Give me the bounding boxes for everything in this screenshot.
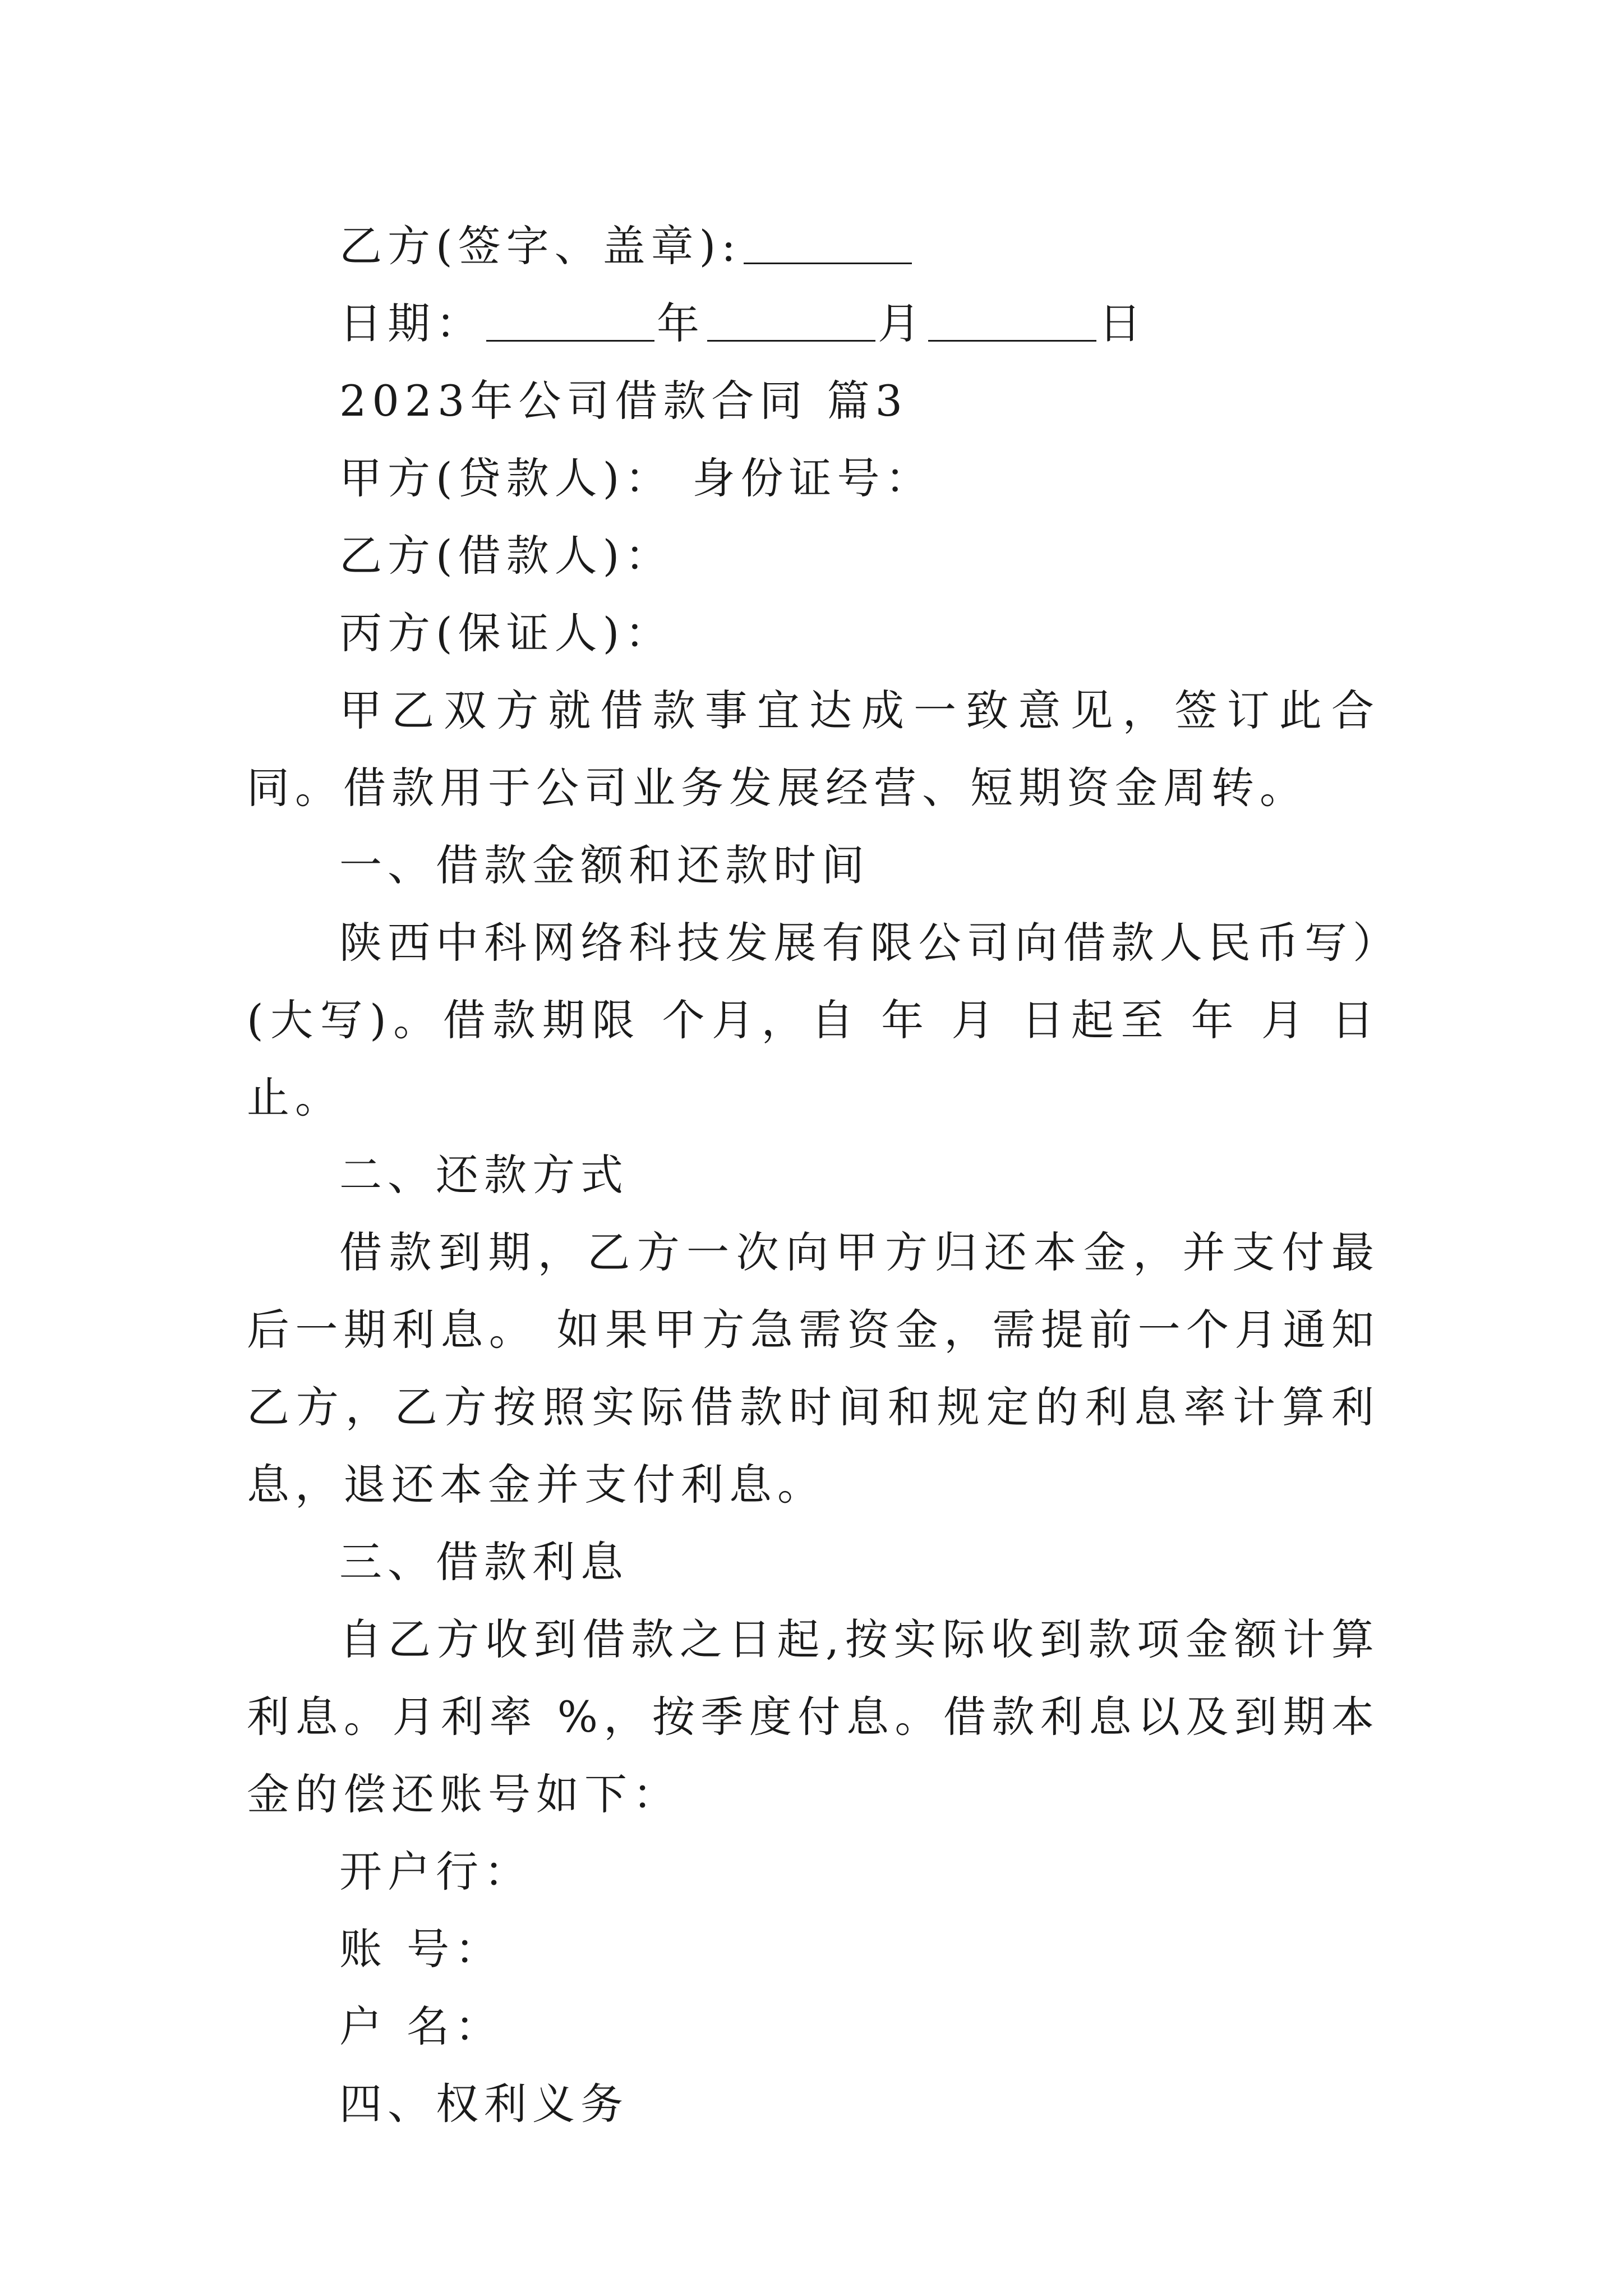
section-1-heading: 一、借款金额和还款时间	[339, 840, 870, 890]
account-name-label: 户 名：	[339, 2001, 504, 2051]
section-3-heading: 三、借款利息	[339, 1537, 629, 1587]
section-3-body: 自乙方收到借款之日起,按实际收到款项金额计算利息。月利率 %，按季度付息。借款利息以及到期本金的偿还账号如下：	[247, 1614, 1380, 1819]
contract-title: 2023年公司借款合同 篇3	[339, 376, 908, 426]
month-char: 月	[878, 298, 926, 348]
section-2-heading: 二、还款方式	[339, 1150, 629, 1200]
signature-blank	[744, 221, 912, 264]
contract-text	[247, 208, 1380, 2143]
section-4-heading: 四、权利义务	[339, 2079, 629, 2129]
day-blank	[928, 298, 1096, 342]
party-a-line: 甲方(贷款人)： 身份证号：	[339, 453, 934, 503]
year-blank	[486, 298, 654, 342]
year-char: 年	[657, 298, 705, 348]
date-label: 日期：	[339, 298, 484, 348]
date-line	[247, 285, 1380, 362]
party-b-line: 乙方(借款人)：	[339, 531, 674, 581]
intro-paragraph: 甲乙双方就借款事宜达成一致意见，签订此合同。借款用于公司业务发展经营、短期资金周转。	[247, 685, 1380, 813]
month-blank	[707, 298, 875, 342]
party-b-signature-label: 乙方(签字、盖章):	[339, 221, 741, 271]
day-char: 日	[1099, 298, 1147, 348]
bank-label: 开户行：	[339, 1847, 532, 1897]
section-1-body: 陕西中科网络科技发展有限公司向借款人民币写）(大写)。借款期限 个月，自 年 月 日起至 年 月 日止。	[247, 918, 1380, 1122]
account-label: 账 号：	[339, 1924, 504, 1974]
party-c-line: 丙方(保证人)：	[339, 608, 674, 658]
party-b-signature-line	[247, 208, 1380, 285]
section-2-body: 借款到期，乙方一次向甲方归还本金，并支付最后一期利息。 如果甲方急需资金，需提前一个月通知乙方，乙方按照实际借款时间和规定的利息率计算利息，退还本金并支付利息。	[247, 1227, 1380, 1510]
